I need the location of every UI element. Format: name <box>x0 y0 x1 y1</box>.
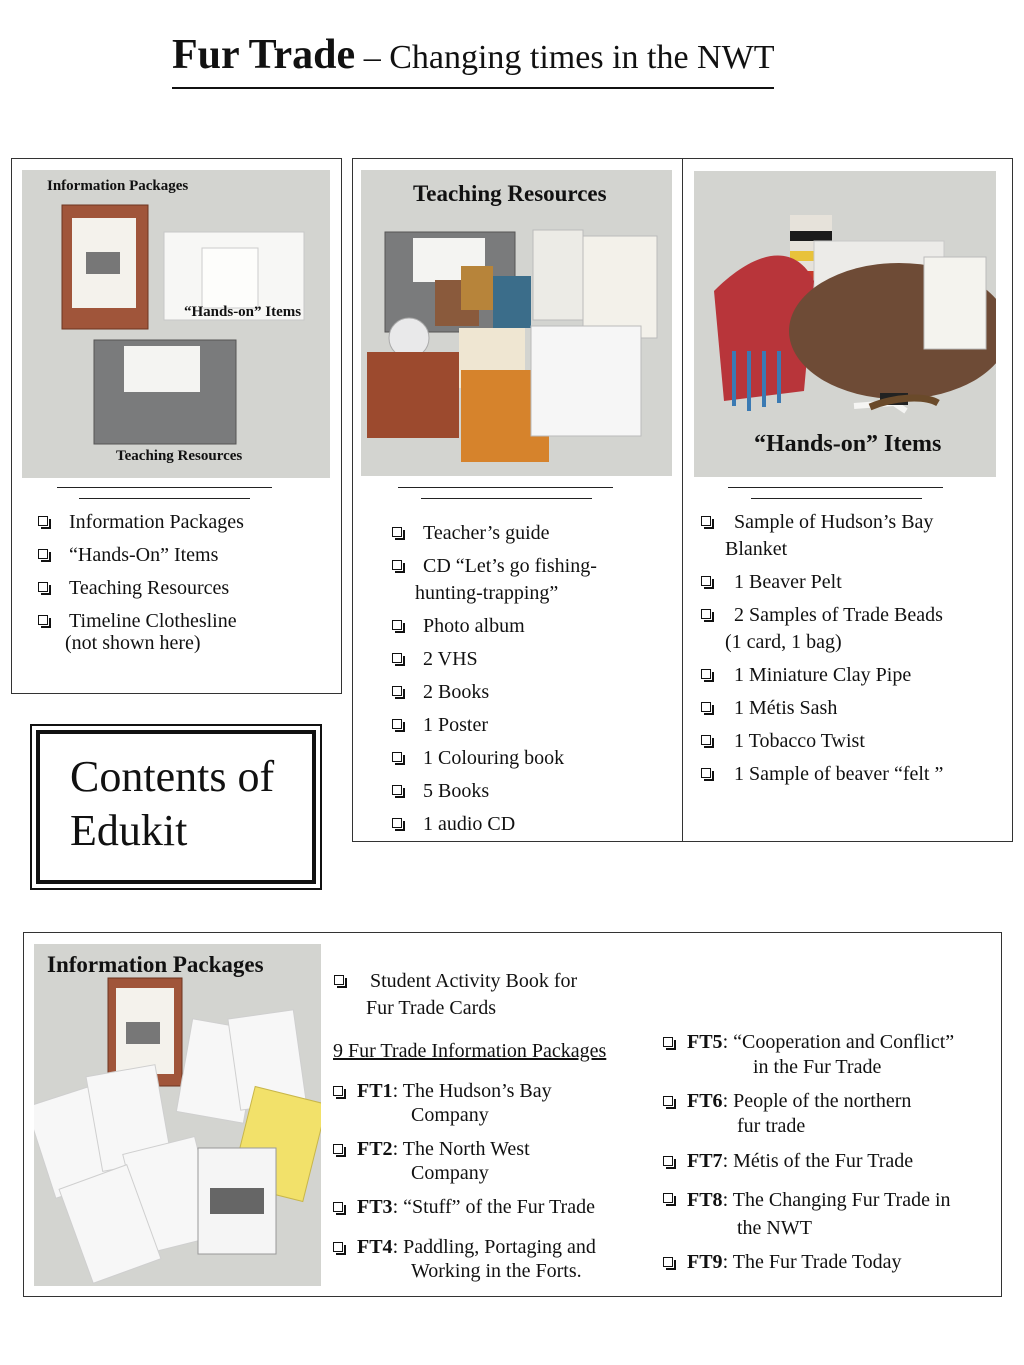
photo-information-packages <box>34 944 321 1286</box>
checkbox-icon <box>701 735 711 745</box>
vhs-case <box>533 230 583 320</box>
checkbox-icon <box>663 1096 673 1106</box>
divider <box>421 498 592 499</box>
checkbox-icon <box>392 620 402 630</box>
list-item: Photo album <box>388 613 678 640</box>
checkbox-icon <box>663 1156 673 1166</box>
list-item: 2 Books <box>388 679 678 706</box>
teaching-resources-illustration <box>361 170 672 476</box>
teachers-guide <box>583 236 657 338</box>
list-item: 1 Beaver Pelt <box>697 569 1007 596</box>
list-item: Student Activity Book for Fur Trade Cards <box>330 968 650 1022</box>
checkbox-icon <box>392 560 402 570</box>
title-rest: – Changing times in the NWT <box>355 39 775 76</box>
title-bold: Fur Trade <box>172 32 356 78</box>
checkbox-icon <box>701 669 711 679</box>
overview-caption-mid: “Hands-on” Items <box>184 304 302 320</box>
checkbox-icon <box>392 719 402 729</box>
divider <box>728 487 943 488</box>
info-packages-subhead: 9 Fur Trade Information Packages <box>333 1040 607 1062</box>
contents-title: Contents of Edukit <box>70 752 275 855</box>
checkbox-icon <box>701 609 711 619</box>
list-item: 5 Books <box>388 778 678 805</box>
overview-caption-bottom: Teaching Resources <box>116 448 243 464</box>
list-item: 2 Samples of Trade Beads (1 card, 1 bag) <box>697 602 1007 656</box>
checkbox-icon <box>701 702 711 712</box>
list-item: FT9: The Fur Trade Today <box>663 1250 998 1275</box>
page-title <box>172 32 774 89</box>
list-item: 1 Poster <box>388 712 678 739</box>
checkbox-icon <box>333 1144 343 1154</box>
overview-caption-top: Information Packages <box>47 178 189 194</box>
book-cover <box>461 266 493 310</box>
checkbox-icon <box>392 752 402 762</box>
list-item: 1 Métis Sash <box>697 695 1007 722</box>
checkbox-icon <box>38 582 48 592</box>
list-item: 1 Miniature Clay Pipe <box>697 662 1007 689</box>
divider <box>398 487 613 488</box>
list-item: FT3: “Stuff” of the Fur Trade <box>333 1195 653 1219</box>
checkbox-icon <box>701 768 711 778</box>
checkbox-icon <box>701 576 711 586</box>
list-item: FT2: The North West Company <box>333 1137 653 1185</box>
list-item: FT5: “Cooperation and Conflict” in the Fur Trade <box>663 1030 998 1080</box>
hands-on-list <box>697 509 1007 794</box>
checkbox-icon <box>392 785 402 795</box>
list-item: FT7: Métis of the Fur Trade <box>663 1149 998 1174</box>
checkbox-icon <box>392 686 402 696</box>
trade-beads-card <box>924 257 986 349</box>
list-item: “Hands-On” Items <box>34 542 334 569</box>
contents-title-box <box>30 724 322 890</box>
checkbox-icon <box>38 516 48 526</box>
checkbox-icon <box>38 615 48 625</box>
overview-list <box>34 509 334 635</box>
list-item: 2 VHS <box>388 646 678 673</box>
checkbox-icon <box>663 1193 673 1203</box>
tub-label <box>202 248 258 308</box>
checkbox-icon <box>663 1257 673 1267</box>
list-item: Information Packages <box>34 509 334 536</box>
list-item: 1 audio CD <box>388 811 678 838</box>
list-item: FT1: The Hudson’s Bay Company <box>333 1079 653 1127</box>
checkbox-icon <box>333 1242 343 1252</box>
student-book-list <box>330 968 650 1028</box>
resources-label <box>124 346 200 392</box>
list-item: Teaching Resources <box>34 575 334 602</box>
checkbox-icon <box>333 1086 343 1096</box>
info-packages-illustration <box>34 944 321 1286</box>
ft-left-list <box>333 1079 653 1283</box>
teaching-resources-list <box>388 520 678 844</box>
checkbox-icon <box>392 653 402 663</box>
ft-right-list <box>663 1030 998 1275</box>
info-package-picture <box>86 252 120 274</box>
list-item: Timeline Clothesline <box>34 608 334 635</box>
checkbox-icon <box>663 1037 673 1047</box>
checkbox-icon <box>701 516 711 526</box>
checkbox-icon <box>392 818 402 828</box>
hands-on-caption: “Hands-on” Items <box>754 431 942 457</box>
checkbox-icon <box>334 975 344 985</box>
teaching-resources-caption: Teaching Resources <box>413 181 607 206</box>
adventurers-book <box>367 352 459 438</box>
info-packages-caption: Information Packages <box>47 952 264 977</box>
book-cover <box>493 276 531 328</box>
list-item: 1 Sample of beaver “felt ” <box>697 761 1007 788</box>
list-item: FT8: The Changing Fur Trade in the NWT <box>663 1186 998 1242</box>
overview-note: (not shown here) <box>65 632 201 654</box>
checkbox-icon <box>392 527 402 537</box>
overview-illustration <box>22 170 330 478</box>
photo-teaching-resources <box>361 170 672 476</box>
column-divider <box>682 158 683 842</box>
list-item: Sample of Hudson’s Bay Blanket <box>697 509 1007 563</box>
list-item: Teacher’s guide <box>388 520 678 547</box>
list-item: FT4: Paddling, Portaging and Working in the Forts. <box>333 1235 653 1283</box>
photo-overview <box>22 170 330 478</box>
checkbox-icon <box>38 549 48 559</box>
divider <box>79 498 250 499</box>
checkbox-icon <box>333 1202 343 1212</box>
activity-booklet <box>531 326 641 436</box>
list-item: FT6: People of the northern fur trade <box>663 1089 998 1139</box>
list-item: 1 Tobacco Twist <box>697 728 1007 755</box>
list-item: 1 Colouring book <box>388 745 678 772</box>
divider <box>751 498 922 499</box>
divider <box>57 487 272 488</box>
list-item: CD “Let’s go fishing- hunting-trapping” <box>388 553 678 607</box>
